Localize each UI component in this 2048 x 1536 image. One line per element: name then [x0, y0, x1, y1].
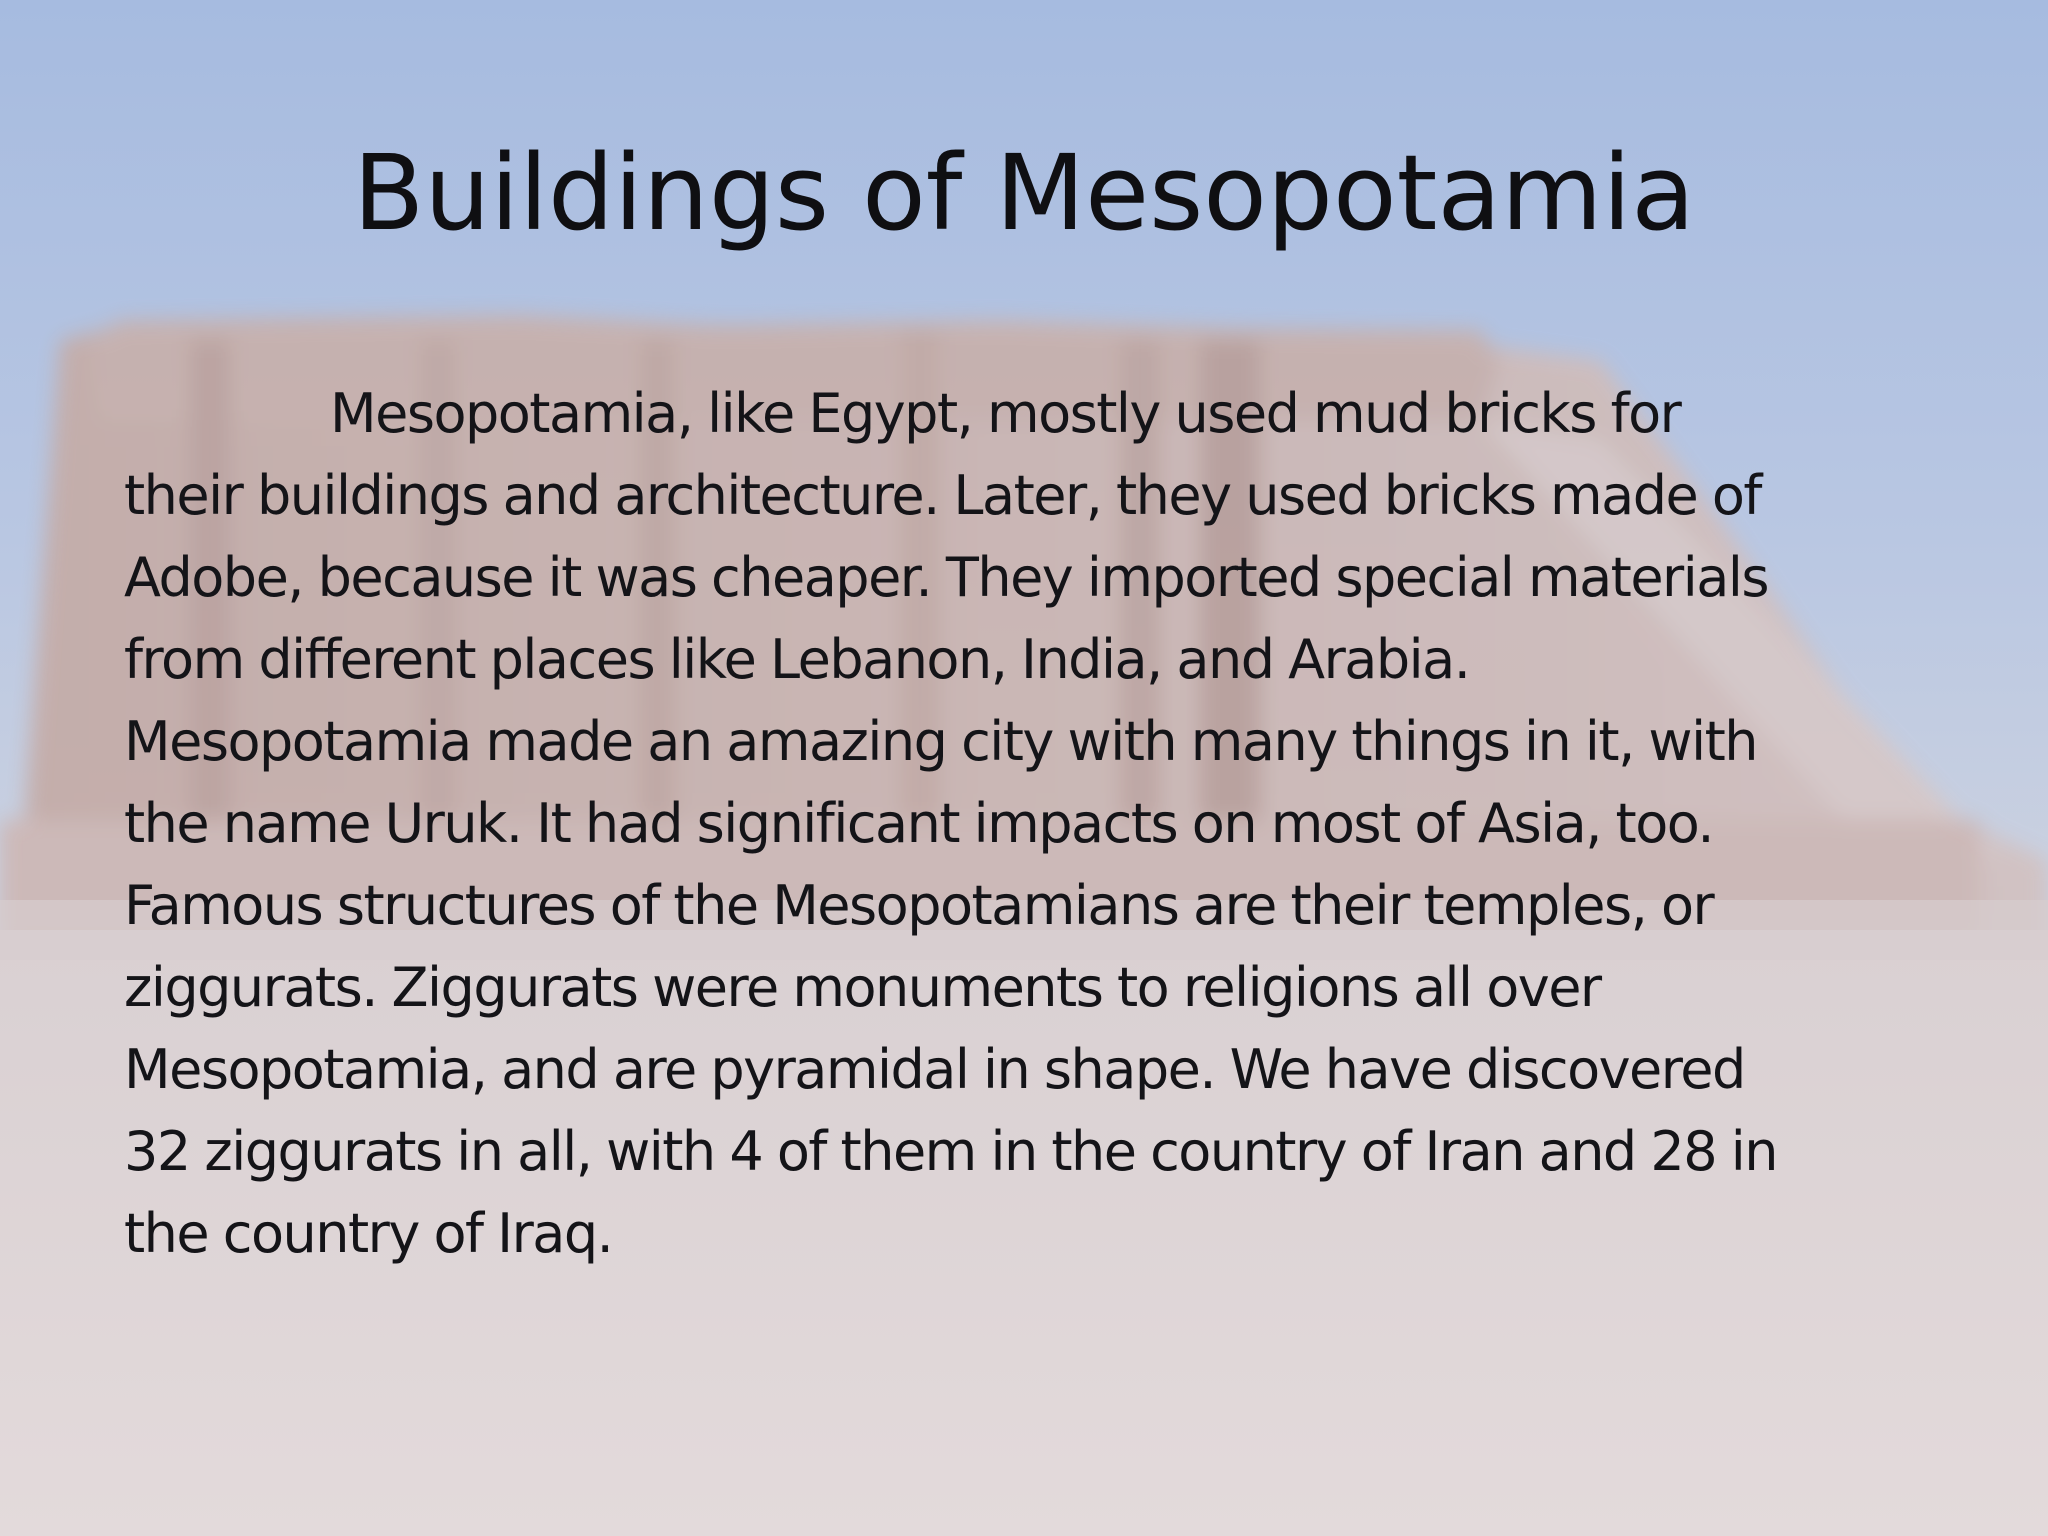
body-line: ziggurats. Ziggurats were monuments to religions all over [124, 956, 1601, 1019]
body-line: Adobe, because it was cheaper. They imported special materials [124, 546, 1768, 609]
body-line: Mesopotamia, like Egypt, mostly used mud bricks for [330, 382, 1681, 445]
body-line: 32 ziggurats in all, with 4 of them in the country of Iran and 28 in [124, 1120, 1777, 1183]
body-line: Mesopotamia made an amazing city with many things in it, with [124, 710, 1757, 773]
body-line: Famous structures of the Mesopotamians are their temples, or [124, 874, 1714, 937]
body-line: from different places like Lebanon, India, and Arabia. [124, 628, 1470, 691]
body-line: the name Uruk. It had significant impacts on most of Asia, too. [124, 792, 1714, 855]
body-line: their buildings and architecture. Later, they used bricks made of [124, 464, 1761, 527]
body-line: the country of Iraq. [124, 1202, 613, 1265]
slide-title: Buildings of Mesopotamia [352, 132, 1696, 254]
slide-body-text [124, 373, 1964, 1275]
body-line: Mesopotamia, and are pyramidal in shape. We have discovered [124, 1038, 1745, 1101]
